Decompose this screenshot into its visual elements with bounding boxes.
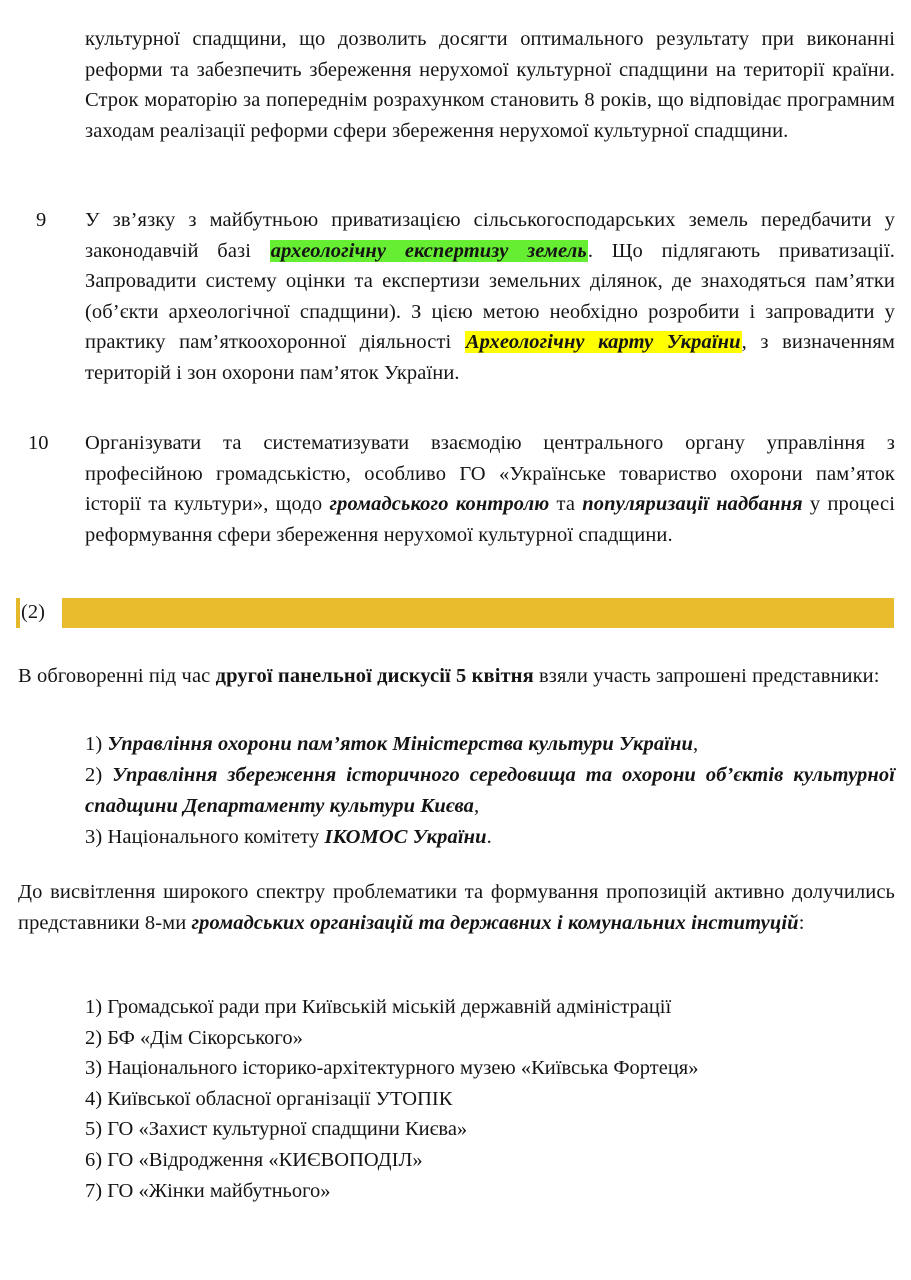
outline-number-9: 9: [36, 209, 47, 231]
panel-intro-paragraph: [18, 661, 895, 692]
section-bar-fill: [62, 598, 894, 628]
org-name: Управління охорони пам’яток Міністерства культури України: [107, 733, 693, 755]
list-item: [85, 1053, 905, 1084]
organizations-list: [85, 992, 905, 1206]
text-segment: У зв’язку з майбутньою приватизацією сільськогосподарських земель передбачити у законодавчій базі: [85, 209, 895, 262]
text-segment: До висвітлення широкого спектру проблематики та формування пропозицій активно долучились представники 8-ми: [18, 881, 895, 934]
highlight-yellow-archaeological-map: Археологічну карту України: [465, 331, 741, 354]
list-item-label: ГО «Захист культурної спадщини Києва»: [107, 1118, 468, 1141]
outline-number-10: 10: [28, 432, 49, 454]
emphasis-public-control: громадського контролю: [329, 493, 550, 516]
text-segment: Національного комітету: [107, 826, 325, 848]
list-item: [85, 1176, 905, 1207]
text-segment: у процесі реформування сфери збереження нерухомої культурної спадщини.: [85, 493, 895, 546]
invited-representative-3: [85, 822, 895, 853]
emphasis-heritage-promotion: популяризації надбання: [582, 493, 803, 516]
list-marker: 4): [85, 1087, 103, 1110]
list-item: [85, 1114, 905, 1145]
text-segment: , з визначенням територій і зон охорони пам’яток України.: [85, 331, 895, 384]
list-item-label: Громадської ради при Київській міській державній адміністрації: [107, 996, 672, 1018]
highlight-green-archaeological-expertise: археологічну експертизу земель: [270, 239, 587, 262]
section-divider-bar: [16, 596, 896, 632]
list-item: [85, 992, 905, 1023]
section-number-label: (2): [21, 601, 45, 623]
participation-paragraph: [18, 877, 895, 938]
list-marker: 2): [85, 1026, 103, 1049]
text-segment: .: [486, 826, 492, 848]
outline-paragraph-9: [85, 205, 895, 389]
emphasis-ngo-and-institutions: громадських організацій та державних і комунальних інституцій: [191, 911, 799, 934]
text-segment: ,: [692, 733, 699, 755]
text-segment: взяли участь запрошені представники:: [533, 665, 880, 687]
list-item: [85, 1145, 905, 1176]
list-marker: 3): [85, 826, 103, 848]
invited-representative-2: [85, 760, 895, 821]
list-marker: 2): [85, 764, 103, 786]
text-segment: та: [549, 493, 583, 516]
list-item-label: БФ «Дім Сікорського»: [107, 1026, 303, 1049]
paragraph-continuation: культурної спадщини, що дозволить досягти оптимального результату при виконанні реформи та забезпечить збереження нерухомої культурної спадщини на території країни. Строк мораторію за попереднім розрахунком становить 8 років, що відповідає програмним заходам реалізації реформи сфери збереження нерухомої культурної спадщини.: [85, 28, 895, 142]
outline-paragraph-10: [85, 428, 895, 550]
list-marker: 5): [85, 1118, 103, 1141]
list-marker: 1): [85, 733, 103, 755]
list-marker: 6): [85, 1148, 103, 1171]
text-segment: :: [798, 911, 805, 934]
text-segment: В обговоренні під час: [18, 665, 216, 687]
text-segment: Організувати та систематизувати взаємодію центрального органу управління з професійною громадськістю, особливо ГО «Українське товариство охорони пам’яток історії та культури», щодо: [85, 432, 895, 516]
list-item-label: ГО «Відродження «КИЄВОПОДІЛ»: [107, 1148, 423, 1171]
section-bar-tick: [16, 598, 20, 628]
emphasis-second-panel-discussion-date: другої панельної дискусії 5 квітня: [215, 665, 534, 687]
invited-representative-1: [85, 729, 895, 760]
list-marker: 1): [85, 996, 103, 1018]
list-marker: 7): [85, 1179, 103, 1202]
list-item-label: ГО «Жінки майбутнього»: [107, 1179, 331, 1202]
org-name: Управління збереження історичного середовища та охорони об’єктів культурної спадщини Департаменту культури Києва: [85, 764, 895, 817]
org-name-icomos: ІКОМОС України: [324, 826, 487, 848]
list-marker: 3): [85, 1057, 103, 1080]
list-item-label: Київської обласної організації УТОПІК: [107, 1087, 453, 1110]
list-item-label: Національного історико-архітектурного музею «Київська Фортеця»: [107, 1057, 699, 1080]
text-segment: . Що підлягають приватизації. Запровадити систему оцінки та експертизи земельних ділянок, де знаходяться пам’ятки (об’єкти археологічної спадщини). З цією метою необхідно розробити і запровадити у практику пам’яткоохоронної діяльності: [85, 239, 895, 354]
list-item: [85, 1023, 905, 1054]
list-item: [85, 1084, 905, 1115]
text-segment: ,: [473, 794, 480, 817]
